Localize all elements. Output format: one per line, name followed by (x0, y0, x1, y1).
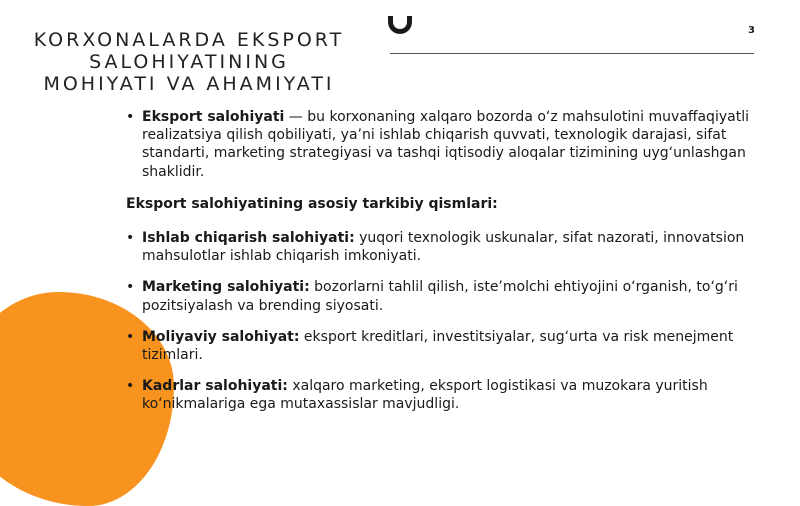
slide-content (126, 108, 756, 426)
item-term: Moliyaviy salohiyat: (142, 328, 300, 345)
slide-number: 3 (748, 25, 755, 36)
list-item (126, 328, 756, 364)
bullet-icon: • (126, 328, 135, 345)
decorative-arc-mark (388, 16, 412, 34)
item-text: yuqori texnologik uskunalar, sifat nazorati, innovatsion mahsulotlar ishlab chiqarish imkoniyati. (142, 229, 745, 265)
bullet-icon: • (126, 229, 135, 246)
list-item (126, 229, 756, 265)
components-list (126, 229, 756, 414)
bullet-icon: • (126, 109, 135, 125)
bullet-icon: • (126, 279, 135, 296)
item-text: bozorlarni tahlil qilish, iste’molchi ehtiyojini o‘rganish, to‘g‘ri pozitsiyalash va brending siyosati. (142, 279, 738, 314)
intro-item (126, 108, 756, 181)
item-text: xalqaro marketing, eksport logistikasi va muzokara yuritish ko‘nikmalariga ega mutaxassislar mavjudligi. (142, 378, 708, 413)
item-term: Ishlab chiqarish salohiyati: (142, 229, 355, 246)
bullet-icon: • (126, 378, 135, 395)
intro-text: — bu korxonaning xalqaro bozorda o‘z mahsulotini muvaffaqiyatli realizatsiya qilish qobiliyati, ya’ni ishlab chiqarish quvvati, texnologik darajasi, sifat standarti, marketing strategiyasi va tashqi iqtisodiy aloqalar tizimining uyg‘unlashgan shaklidir. (142, 109, 749, 180)
components-heading: Eksport salohiyatining asosiy tarkibiy qismlari: (126, 195, 498, 212)
list-item (126, 377, 756, 413)
intro-list (126, 108, 756, 181)
intro-term: Eksport salohiyati (142, 109, 285, 125)
item-term: Marketing salohiyati: (142, 279, 310, 296)
item-term: Kadrlar salohiyati: (142, 378, 288, 395)
list-item (126, 278, 756, 314)
item-text: eksport kreditlari, investitsiyalar, sug‘urta va risk menejment tizimlari. (142, 328, 734, 363)
slide-title: KORXONALARDA EKSPORT SALOHIYATINING MOHIYATI VA AHAMIYATI (33, 29, 345, 95)
header-divider (390, 53, 754, 54)
